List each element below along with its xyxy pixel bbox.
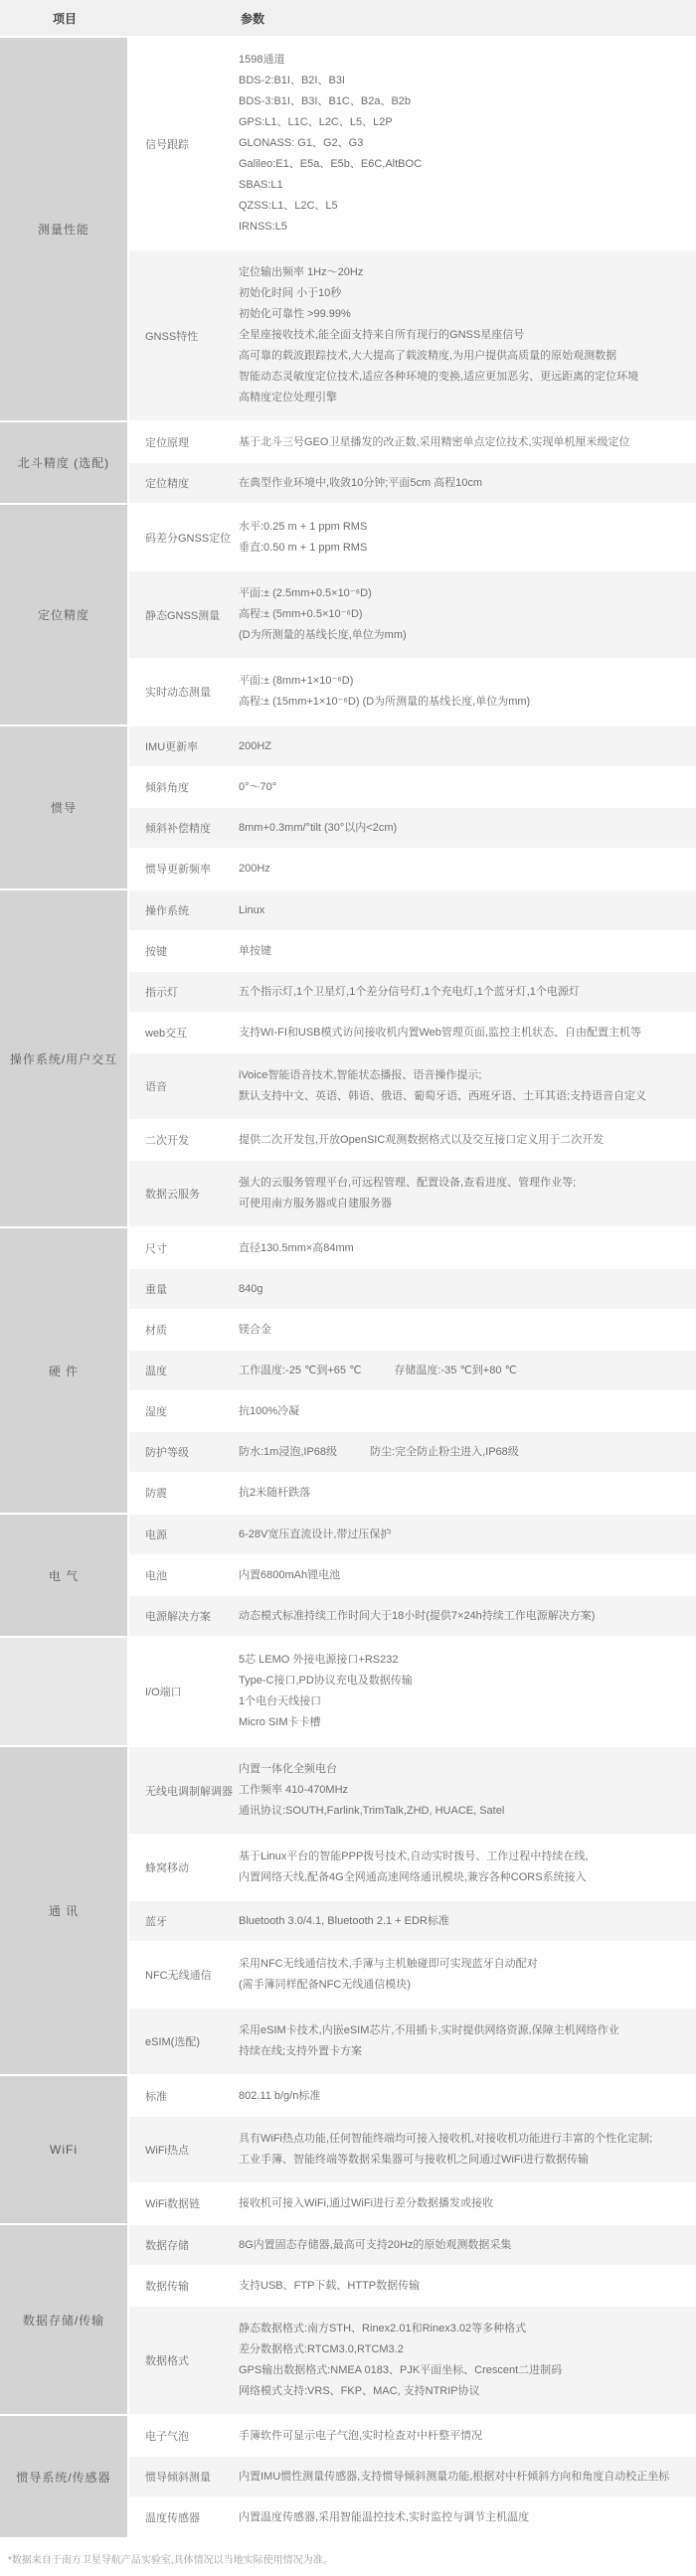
param-value <box>239 1269 696 1309</box>
spec-row <box>129 1013 696 1053</box>
category-rows <box>129 1638 696 1745</box>
category-rows <box>129 38 696 420</box>
value-line: IRNSS:L5 <box>239 221 287 233</box>
value-line: 在典型作业环境中,收敛10分钟;平面5cm 高程10cm <box>239 476 483 489</box>
value-line: 抗100%冷凝 <box>239 1404 300 1417</box>
value-line: 1个电台天线接口 <box>239 1695 322 1707</box>
spec-row <box>129 1473 696 1513</box>
category-cell: 惯导 <box>0 726 129 888</box>
value-line: 水平:0.25 m + 1 ppm RMS <box>239 521 368 533</box>
value-line: 内置6800mAh锂电池 <box>239 1568 341 1581</box>
category-cell: 定位精度 <box>0 505 129 724</box>
param-name: web交互 <box>145 1028 188 1040</box>
value-line: GLONASS: G1、G2、G3 <box>239 137 364 149</box>
value-line: 内置温度传感器,采用智能温控技术,实时监控与调节主机温度 <box>239 2510 530 2523</box>
value-line: Galileo:E1、E5a、E5b、E6C,AltBOC <box>239 158 423 170</box>
category-cell: 数据存储/传输 <box>0 2225 129 2414</box>
value-line: 840g <box>239 1282 263 1295</box>
param-name: eSIM(选配) <box>145 2036 200 2048</box>
value-line: 手簿软件可显示电子气泡,实时检查对中杆整平情况 <box>239 2429 483 2442</box>
spec-row <box>129 808 696 849</box>
category-block <box>0 726 696 890</box>
spec-row <box>129 972 696 1013</box>
param-name: 惯导倾斜测量 <box>145 2472 211 2484</box>
value-line: 初始化时间 小于10秒 <box>239 287 342 299</box>
param-value <box>239 1555 696 1595</box>
param-value <box>239 2457 696 2496</box>
param-name: 防护等级 <box>145 1447 189 1459</box>
param-value <box>239 1942 696 2008</box>
param-name: 二次开发 <box>145 1135 189 1147</box>
spec-row <box>129 2183 696 2223</box>
category-cell: WiFi <box>0 2076 129 2223</box>
category-rows <box>129 1747 696 2074</box>
param-name: WiFi数据链 <box>145 2198 200 2210</box>
header-col-item: 项目 <box>52 11 77 26</box>
param-name: 材质 <box>145 1325 167 1337</box>
value-line: 具有WiFi热点功能,任何智能终端均可接入接收机,对接收机功能进行丰富的个性化定制; <box>239 2133 653 2145</box>
param-name: 倾斜补偿精度 <box>145 823 211 835</box>
spec-row <box>129 1161 696 1226</box>
value-line: GPS:L1、L1C、L2C、L5、L2P <box>239 116 393 128</box>
value-line: 8mm+0.3mm/°tilt (30°以内<2cm) <box>239 821 398 834</box>
value-line: 基于Linux平台的智能PPP拨号技术,自动实时拨号、工作过程中持续在线, <box>239 1851 589 1862</box>
value-line: 高程:± (5mm+0.5×10⁻⁶D) <box>239 608 363 620</box>
value-line: 5芯 LEMO 外接电源接口+RS232 <box>239 1654 399 1666</box>
value-line: BDS-2:B1I、B2I、B3I <box>239 75 345 86</box>
value-line: 定位输出频率 1Hz～20Hz <box>239 266 364 278</box>
spec-row <box>129 463 696 503</box>
param-value <box>239 1747 696 1834</box>
param-value <box>239 1120 696 1160</box>
value-line: 6-28V宽压直流设计,带过压保护 <box>239 1528 392 1540</box>
param-value <box>239 890 696 930</box>
category-cell: 北斗精度 (选配) <box>0 422 129 503</box>
spec-row <box>129 1310 696 1351</box>
param-value <box>239 2117 696 2182</box>
category-cell: 电 气 <box>0 1515 129 1636</box>
spec-row <box>129 726 696 767</box>
category-block <box>0 1228 696 1515</box>
param-value <box>239 767 696 807</box>
value-line: (D为所测量的基线长度,单位为mm) <box>239 629 407 641</box>
value-line: 智能动态灵敏度定位技术,适应各种环境的变换,适应更加恶劣、更远距离的定位环境 <box>239 371 639 383</box>
param-name: 数据存储 <box>145 2240 189 2252</box>
category-cell: 操作系统/用户交互 <box>0 890 129 1226</box>
spec-row <box>129 2497 696 2537</box>
value-line: 1598通道 <box>239 54 285 66</box>
spec-row <box>129 38 696 250</box>
value-line: 单按键 <box>239 944 271 957</box>
param-name: 定位精度 <box>145 478 189 490</box>
category-rows <box>129 1228 696 1513</box>
param-name: GNSS特性 <box>145 330 199 343</box>
param-value <box>239 2416 696 2456</box>
param-name: 蜂窝移动 <box>145 1862 189 1874</box>
value-line: 平面:± (2.5mm+0.5×10⁻⁶D) <box>239 587 372 599</box>
spec-row <box>129 2307 696 2414</box>
spec-row <box>129 1596 696 1636</box>
param-name: 蓝牙 <box>145 1916 167 1928</box>
spec-row <box>129 1269 696 1310</box>
spec-row <box>129 1228 696 1269</box>
value-line: 采用NFC无线通信技术,手簿与主机触碰即可实现蓝牙自动配对 <box>239 1958 538 1970</box>
value-line: 接收机可接入WiFi,通过WiFi进行差分数据播发或接收 <box>239 2196 494 2209</box>
category-block <box>0 505 696 726</box>
category-rows <box>129 422 696 503</box>
category-cell: 测量性能 <box>0 38 129 420</box>
spec-row <box>129 1391 696 1432</box>
category-rows <box>129 726 696 888</box>
param-name: 静态GNSS测量 <box>145 609 221 622</box>
param-name: 指示灯 <box>145 987 178 999</box>
param-value <box>239 1432 696 1472</box>
param-value <box>239 1013 696 1052</box>
param-value <box>239 1228 696 1268</box>
param-value <box>239 1473 696 1513</box>
spec-row <box>129 2225 696 2266</box>
param-name: 湿度 <box>145 1406 167 1418</box>
value-line: 垂直:0.50 m + 1 ppm RMS <box>239 542 368 554</box>
spec-row <box>129 1555 696 1596</box>
param-name: 电池 <box>145 1570 167 1582</box>
spec-row <box>129 1120 696 1161</box>
param-name: 电源 <box>145 1530 167 1541</box>
category-cell: 惯导系统/传感器 <box>0 2416 129 2537</box>
spec-row <box>129 2009 696 2074</box>
category-cell: 通 讯 <box>0 1747 129 2074</box>
value-line: iVoice智能语音技术,智能状态播报、语音操作提示; <box>239 1069 482 1081</box>
spec-row <box>129 659 696 724</box>
spec-row <box>129 505 696 571</box>
value-line: 工业手簿、智能终端等数据采集器可与接收机之间通过WiFi进行数据传输 <box>239 2154 589 2166</box>
param-value <box>239 38 696 249</box>
category-block <box>0 2076 696 2225</box>
value-line: 200HZ <box>239 739 272 752</box>
value-line: BDS-3:B1I、B3I、B1C、B2a、B2b <box>239 95 412 107</box>
spec-row <box>129 849 696 888</box>
value-line: 持续在线;支持外置卡方案 <box>239 2045 363 2057</box>
param-name: 语音 <box>145 1081 167 1093</box>
value-line: QZSS:L1、L2C、L5 <box>239 200 338 212</box>
param-name: 倾斜角度 <box>145 782 189 794</box>
value-line: 可使用南方服务器或自建服务器 <box>239 1198 392 1209</box>
category-block <box>0 1638 696 1747</box>
spec-row <box>129 1901 696 1942</box>
value-line: 基于北斗三号GEO卫星播发的改正数,采用精密单点定位技术,实现单机厘米级定位 <box>239 435 630 448</box>
param-name: 尺寸 <box>145 1243 167 1255</box>
param-value <box>239 505 696 570</box>
param-name: 防震 <box>145 1488 167 1500</box>
category-block <box>0 1747 696 2076</box>
value-line: 8G内置固态存储器,最高可支持20Hz的原始观测数据采集 <box>239 2238 512 2251</box>
spec-row <box>129 931 696 972</box>
param-name: IMU更新率 <box>145 741 199 753</box>
param-value <box>239 1161 696 1226</box>
param-value <box>239 1638 696 1745</box>
value-line: 高精度定位处理引擎 <box>239 392 337 403</box>
value-line: 工作频率 410-470MHz <box>239 1784 349 1796</box>
param-name: 惯导更新频率 <box>145 864 211 876</box>
category-cell <box>0 1638 129 1745</box>
param-name: 按键 <box>145 946 167 958</box>
param-value <box>239 2497 696 2537</box>
value-line: 200Hz <box>239 862 270 875</box>
param-name: 无线电调制解调器 <box>145 1785 233 1798</box>
spec-row <box>129 767 696 808</box>
value-line: 直径130.5mm×高84mm <box>239 1241 354 1254</box>
spec-row <box>129 2076 696 2117</box>
value-line: 802.11 b/g/n标准 <box>239 2089 321 2102</box>
value-line: 支持WI-FI和USB模式访问接收机内置Web管理页面,监控主机状态、自由配置主机等 <box>239 1026 641 1039</box>
param-value <box>239 849 696 888</box>
category-block <box>0 422 696 505</box>
value-line: 动态模式标准持续工作时间大于18小时(提供7×24h持续工作电源解决方案) <box>239 1609 596 1622</box>
value-line: 镁合金 <box>239 1323 271 1336</box>
value-line: (需手簿同样配备NFC无线通信模块) <box>239 1979 411 1991</box>
value-line: SBAS:L1 <box>239 179 283 191</box>
value-line: 强大的云服务管理平台,可远程管理、配置设备,查看进度、管理作业等; <box>239 1177 577 1189</box>
value-line: 高可靠的载波跟踪技术,大大提高了载波精度,为用户提供高质量的原始观测数据 <box>239 350 617 362</box>
value-line: 全星座接收技术,能全面支持来自所有现行的GNSS星座信号 <box>239 329 525 341</box>
value-line: Micro SIM卡卡槽 <box>239 1716 321 1728</box>
param-name: WiFi热点 <box>145 2145 189 2157</box>
param-value <box>239 1351 696 1390</box>
param-value <box>239 1835 696 1900</box>
value-line: 0°～70° <box>239 780 277 793</box>
value-line: 高程:± (15mm+1×10⁻⁶D) (D为所测量的基线长度,单位为mm) <box>239 696 531 708</box>
value-line: 五个指示灯,1个卫星灯,1个差分信号灯,1个充电灯,1个蓝牙灯,1个电源灯 <box>239 985 580 998</box>
param-name: 温度 <box>145 1366 167 1377</box>
category-rows <box>129 2225 696 2414</box>
category-rows <box>129 505 696 724</box>
spec-row <box>129 422 696 463</box>
param-value <box>239 1391 696 1431</box>
spec-row <box>129 571 696 659</box>
spec-row <box>129 1638 696 1745</box>
spec-row <box>129 2266 696 2307</box>
param-name: 标准 <box>145 2091 167 2103</box>
value-line: 内置网络天线,配备4G全网通高速网络通讯模块,兼容各种CORS系统接入 <box>239 1871 587 1883</box>
param-name: 实时动态测量 <box>145 687 211 699</box>
value-line: 防水:1m浸泡,IP68级 防尘:完全防止粉尘进入,IP68级 <box>239 1445 519 1458</box>
param-value <box>239 571 696 658</box>
value-line: Linux <box>239 903 265 916</box>
value-line: 差分数据格式:RTCM3.0,RTCM3.2 <box>239 2343 404 2355</box>
spec-row <box>129 2416 696 2457</box>
category-rows <box>129 1515 696 1636</box>
param-name: 操作系统 <box>145 905 189 917</box>
param-value <box>239 931 696 971</box>
value-line: 工作温度:-25 ℃到+65 ℃ 存储温度:-35 ℃到+80 ℃ <box>239 1364 517 1376</box>
spec-row <box>129 1747 696 1835</box>
param-value <box>239 1053 696 1119</box>
category-rows <box>129 2416 696 2537</box>
value-line: Type-C接口,PD协议充电及数据传输 <box>239 1675 413 1687</box>
param-value <box>239 1310 696 1350</box>
param-name: 电源解决方案 <box>145 1611 211 1623</box>
value-line: 网络模式支持:VRS、FKP、MAC, 支持NTRIP协议 <box>239 2385 480 2397</box>
value-line: 初始化可靠性 >99.99% <box>239 308 351 320</box>
param-value <box>239 250 696 420</box>
param-value <box>239 1515 696 1554</box>
param-name: 数据云服务 <box>145 1189 200 1201</box>
value-line: 提供二次开发包,开放OpenSIC观测数据格式以及交互接口定义用于二次开发 <box>239 1133 605 1146</box>
param-value <box>239 808 696 848</box>
category-block <box>0 38 696 422</box>
spec-table-body <box>0 38 696 2537</box>
footnote: *数据来自于南方卫星导航产品实验室,具体情况以当地实际使用情况为准。 <box>0 2537 696 2576</box>
param-name: 温度传感器 <box>145 2512 200 2524</box>
param-value <box>239 972 696 1012</box>
param-name: 信号跟踪 <box>145 138 189 151</box>
param-value <box>239 1596 696 1636</box>
value-line: Bluetooth 3.0/4.1, Bluetooth 2.1 + EDR标准 <box>239 1914 449 1927</box>
spec-row <box>129 1432 696 1473</box>
header-col-param: 参数 <box>241 11 265 26</box>
param-value <box>239 463 696 503</box>
spec-row <box>129 1053 696 1120</box>
param-name: I/O端口 <box>145 1687 182 1698</box>
category-rows <box>129 890 696 1226</box>
value-line: 平面:± (8mm+1×10⁻⁶D) <box>239 675 354 687</box>
param-value <box>239 659 696 724</box>
param-value <box>239 2225 696 2265</box>
param-name: 重量 <box>145 1284 167 1296</box>
value-line: 静态数据格式:南方STH、Rinex2.01和Rinex3.02等多种格式 <box>239 2323 527 2334</box>
param-value <box>239 2009 696 2074</box>
category-block <box>0 2225 696 2416</box>
param-name: NFC无线通信 <box>145 1970 212 1982</box>
value-line: 内置IMU惯性测量传感器,支持惯导倾斜测量功能,根据对中杆倾斜方向和角度自动校正坐标 <box>239 2470 670 2483</box>
param-value <box>239 2183 696 2223</box>
category-rows <box>129 2076 696 2223</box>
param-value <box>239 2076 696 2116</box>
spec-row <box>129 250 696 420</box>
category-block <box>0 1515 696 1638</box>
value-line: 支持USB、FTP下载、HTTP数据传输 <box>239 2279 421 2292</box>
category-cell: 硬 件 <box>0 1228 129 1513</box>
value-line: 内置一体化全频电台 <box>239 1763 337 1775</box>
category-block <box>0 2416 696 2537</box>
param-value <box>239 726 696 766</box>
value-line: 抗2米随杆跌落 <box>239 1486 311 1499</box>
spec-row <box>129 1351 696 1391</box>
category-block <box>0 890 696 1228</box>
value-line: 通讯协议:SOUTH,Farlink,TrimTalk,ZHD, HUACE, Satel <box>239 1805 505 1817</box>
spec-row <box>129 1942 696 2009</box>
param-value <box>239 1901 696 1941</box>
spec-row <box>129 890 696 931</box>
spec-row <box>129 2457 696 2497</box>
param-name: 数据格式 <box>145 2355 189 2367</box>
param-value <box>239 422 696 462</box>
value-line: 默认支持中文、英语、韩语、俄语、葡萄牙语、西班牙语、土耳其语;支持语音自定义 <box>239 1090 647 1102</box>
spec-row <box>129 2117 696 2183</box>
value-line: 采用eSIM卡技术,内嵌eSIM芯片,不用插卡,实时提供网络资源,保障主机网络作业 <box>239 2024 619 2036</box>
param-name: 数据传输 <box>145 2281 189 2293</box>
param-value <box>239 2266 696 2306</box>
param-name: 定位原理 <box>145 437 189 449</box>
value-line: GPS输出数据格式:NMEA 0183、PJK平面坐标、Crescent二进制码 <box>239 2364 563 2376</box>
param-value <box>239 2307 696 2414</box>
spec-row <box>129 1515 696 1555</box>
spec-row <box>129 1835 696 1901</box>
param-name: 电子气泡 <box>145 2431 189 2443</box>
table-header <box>0 0 696 38</box>
param-name: 码差分GNSS定位 <box>145 533 232 545</box>
